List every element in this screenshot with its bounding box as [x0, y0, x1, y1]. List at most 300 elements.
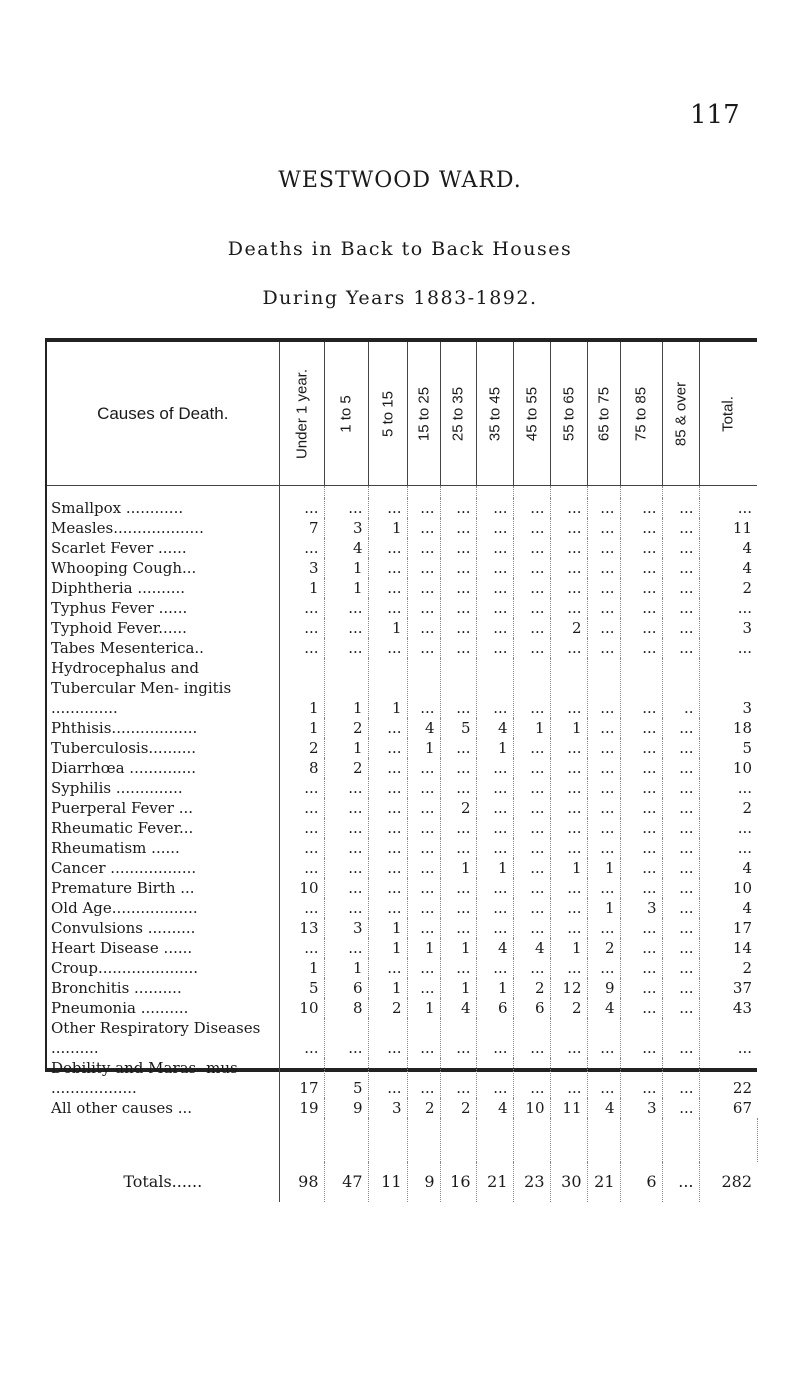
count-cell: ... [407, 838, 440, 858]
row-total-cell: 2 [742, 799, 752, 817]
count-cell: 1 [368, 618, 407, 638]
count-cell: ... [407, 538, 440, 558]
row-total-cell: ... [737, 819, 752, 837]
count-cell: ... [440, 538, 476, 558]
count-cell: 9 [324, 1098, 368, 1118]
count-cell: ... [550, 638, 587, 658]
header-spacer-row [47, 486, 757, 499]
count-cell: 10 [513, 1098, 550, 1118]
count-cell: ... [662, 1058, 699, 1098]
table-row [47, 738, 757, 758]
count-cell: ... [662, 598, 699, 618]
count-cell: 1 [407, 738, 440, 758]
count-cell: ... [476, 538, 513, 558]
count-cell: ... [587, 558, 620, 578]
count-cell: ... [587, 778, 620, 798]
column-total-cell: 16 [440, 1162, 476, 1202]
count-cell: ... [324, 498, 368, 518]
totals-row [47, 1162, 757, 1202]
row-total-cell: 18 [732, 719, 752, 737]
count-cell: ... [620, 538, 662, 558]
row-total-cell: 43 [732, 999, 752, 1017]
table-row [47, 938, 757, 958]
cause-label-smallpox: Smallpox ............ [47, 498, 279, 518]
count-cell: ... [620, 718, 662, 738]
count-cell: ... [620, 1018, 662, 1058]
count-cell: ... [368, 638, 407, 658]
column-total-cell: 98 [279, 1162, 324, 1202]
cause-label-heart-disease: Heart Disease ...... [47, 938, 279, 958]
table-row [47, 858, 757, 878]
count-cell: ... [324, 818, 368, 838]
count-cell: ... [620, 498, 662, 518]
count-cell: ... [513, 778, 550, 798]
count-cell: 1 [368, 518, 407, 538]
count-cell: ... [550, 658, 587, 718]
table-row [47, 1058, 757, 1098]
count-cell: ... [587, 638, 620, 658]
row-total-cell: 11 [732, 519, 752, 537]
count-cell: ... [550, 578, 587, 598]
count-cell: 9 [587, 978, 620, 998]
age-header-85-and-over: 85 & over [662, 342, 699, 486]
count-cell: ... [587, 738, 620, 758]
count-cell: ... [324, 838, 368, 858]
count-cell: ... [476, 518, 513, 538]
count-cell: ... [587, 618, 620, 638]
cause-label-rheumatic-fever: Rheumatic Fever... [47, 818, 279, 838]
count-cell: ... [662, 818, 699, 838]
count-cell: ... [550, 838, 587, 858]
count-cell: 4 [476, 938, 513, 958]
count-cell: ... [513, 858, 550, 878]
count-cell: 2 [440, 798, 476, 818]
age-header-15-to-25: 15 to 25 [407, 342, 440, 486]
count-cell: ... [324, 858, 368, 878]
count-cell: 4 [587, 1098, 620, 1118]
count-cell: ... [587, 1058, 620, 1098]
count-cell: ... [662, 918, 699, 938]
count-cell: ... [476, 898, 513, 918]
count-cell: ... [368, 738, 407, 758]
count-cell: ... [662, 958, 699, 978]
age-header-under-1: Under 1 year. [279, 342, 324, 486]
count-cell: ... [550, 778, 587, 798]
count-cell: ... [587, 958, 620, 978]
count-cell: ... [620, 598, 662, 618]
count-cell: ... [550, 538, 587, 558]
table-row [47, 558, 757, 578]
count-cell: 1 [550, 938, 587, 958]
table-row [47, 518, 757, 538]
count-cell: ... [440, 758, 476, 778]
count-cell: ... [368, 758, 407, 778]
count-cell: ... [324, 1018, 368, 1058]
column-total-cell: 47 [324, 1162, 368, 1202]
count-cell: ... [279, 1018, 324, 1058]
count-cell: ... [407, 858, 440, 878]
count-cell: ... [324, 898, 368, 918]
count-cell: ... [620, 778, 662, 798]
count-cell: 3 [324, 918, 368, 938]
cause-label-rheumatism: Rheumatism ...... [47, 838, 279, 858]
count-cell: ... [620, 918, 662, 938]
count-cell: ... [620, 618, 662, 638]
count-cell: 1 [279, 578, 324, 598]
count-cell: ... [279, 798, 324, 818]
count-cell: ... [662, 578, 699, 598]
count-cell: ... [513, 558, 550, 578]
table-row [47, 598, 757, 618]
count-cell: 1 [587, 858, 620, 878]
count-cell: ... [620, 738, 662, 758]
count-cell: ... [662, 1098, 699, 1118]
cause-label-all-other-causes: All other causes ... [47, 1098, 279, 1118]
count-cell: 2 [324, 718, 368, 738]
count-cell: ... [368, 598, 407, 618]
count-cell: ... [550, 518, 587, 538]
count-cell: ... [587, 578, 620, 598]
count-cell: ... [407, 798, 440, 818]
row-total-cell: ... [737, 599, 752, 617]
count-cell: ... [440, 498, 476, 518]
count-cell: ... [662, 498, 699, 518]
count-cell: ... [513, 638, 550, 658]
count-cell: ... [662, 718, 699, 738]
count-cell: ... [587, 598, 620, 618]
count-cell: ... [279, 778, 324, 798]
count-cell: ... [368, 878, 407, 898]
count-cell: ... [513, 878, 550, 898]
totals-label: Totals...... [47, 1162, 279, 1202]
column-total-cell: ... [662, 1162, 699, 1202]
count-cell: ... [620, 958, 662, 978]
table-row [47, 818, 757, 838]
count-cell: ... [662, 1018, 699, 1058]
row-total-cell: ... [737, 639, 752, 657]
count-cell: ... [407, 958, 440, 978]
count-cell: ... [476, 1018, 513, 1058]
count-cell: ... [368, 578, 407, 598]
count-cell: ... [620, 978, 662, 998]
count-cell: ... [279, 858, 324, 878]
cause-label-diarrh-a: Diarrhœa .............. [47, 758, 279, 778]
cause-label-debility-and-maras-mus: Debility and Maras- mus .................. [47, 1058, 279, 1098]
count-cell: ... [620, 558, 662, 578]
count-cell: 3 [620, 898, 662, 918]
count-cell: ... [620, 658, 662, 718]
row-total-cell: 10 [732, 759, 752, 777]
count-cell: ... [407, 1058, 440, 1098]
count-cell: ... [368, 818, 407, 838]
count-cell: 1 [440, 938, 476, 958]
cause-label-old-age: Old Age.................. [47, 898, 279, 918]
total-column-header: Total. [699, 342, 757, 486]
cause-label-phthisis: Phthisis.................. [47, 718, 279, 738]
count-cell: 1 [368, 938, 407, 958]
count-cell: ... [407, 518, 440, 538]
count-cell: 2 [513, 978, 550, 998]
count-cell: ... [440, 638, 476, 658]
column-total-cell: 11 [368, 1162, 407, 1202]
count-cell: ... [440, 878, 476, 898]
count-cell: ... [407, 918, 440, 938]
cause-label-premature-birth: Premature Birth ... [47, 878, 279, 898]
count-cell: ... [620, 838, 662, 858]
count-cell: ... [476, 818, 513, 838]
row-total-cell: 14 [732, 939, 752, 957]
count-cell: ... [324, 778, 368, 798]
count-cell: ... [620, 578, 662, 598]
count-cell: 6 [513, 998, 550, 1018]
count-cell: 7 [279, 518, 324, 538]
count-cell: 3 [324, 518, 368, 538]
count-cell: ... [662, 558, 699, 578]
count-cell: ... [513, 958, 550, 978]
count-cell: 1 [279, 658, 324, 718]
column-total-cell: 9 [407, 1162, 440, 1202]
count-cell: ... [368, 558, 407, 578]
count-cell: ... [587, 518, 620, 538]
count-cell: 10 [279, 878, 324, 898]
count-cell: ... [368, 498, 407, 518]
count-cell: 5 [324, 1058, 368, 1098]
count-cell: 4 [324, 538, 368, 558]
count-cell: ... [662, 798, 699, 818]
count-cell: ... [368, 1058, 407, 1098]
count-cell: ... [476, 758, 513, 778]
count-cell: ... [587, 918, 620, 938]
count-cell: ... [368, 718, 407, 738]
table-row [47, 978, 757, 998]
count-cell: 1 [324, 738, 368, 758]
count-cell: ... [587, 658, 620, 718]
count-cell: ... [662, 778, 699, 798]
count-cell: ... [476, 778, 513, 798]
table-row [47, 638, 757, 658]
table-row [47, 998, 757, 1018]
count-cell: ... [513, 518, 550, 538]
count-cell: 1 [279, 718, 324, 738]
count-cell: ... [620, 938, 662, 958]
count-cell: 1 [550, 858, 587, 878]
grand-total-cell: 282 [721, 1172, 752, 1191]
cause-label-cancer: Cancer .................. [47, 858, 279, 878]
table-row [47, 1098, 757, 1118]
count-cell: ... [513, 738, 550, 758]
count-cell: ... [662, 538, 699, 558]
cause-label-diphtheria: Diphtheria .......... [47, 578, 279, 598]
count-cell: ... [476, 558, 513, 578]
count-cell: ... [550, 738, 587, 758]
age-header-5-to-15: 5 to 15 [368, 342, 407, 486]
count-cell: ... [440, 618, 476, 638]
cause-label-tabes-mesenterica: Tabes Mesenterica.. [47, 638, 279, 658]
count-cell: 1 [324, 578, 368, 598]
count-cell: 1 [407, 938, 440, 958]
count-cell: 2 [324, 758, 368, 778]
count-cell: ... [513, 1058, 550, 1098]
count-cell: ... [440, 918, 476, 938]
count-cell: ... [368, 838, 407, 858]
count-cell: ... [407, 598, 440, 618]
count-cell: ... [407, 638, 440, 658]
count-cell: ... [620, 638, 662, 658]
count-cell: ... [368, 858, 407, 878]
table-row [47, 878, 757, 898]
count-cell: ... [662, 878, 699, 898]
count-cell: 4 [587, 998, 620, 1018]
count-cell: ... [440, 558, 476, 578]
count-cell: 1 [440, 978, 476, 998]
cause-label-pneumonia: Pneumonia .......... [47, 998, 279, 1018]
count-cell: ... [279, 538, 324, 558]
count-cell: ... [476, 638, 513, 658]
count-cell: ... [662, 738, 699, 758]
cause-label-typhus-fever: Typhus Fever ...... [47, 598, 279, 618]
count-cell: ... [279, 618, 324, 638]
count-cell: ... [620, 858, 662, 878]
count-cell: ... [368, 1018, 407, 1058]
count-cell: 2 [550, 998, 587, 1018]
count-cell: ... [620, 798, 662, 818]
count-cell: ... [513, 1018, 550, 1058]
cause-label-croup: Croup..................... [47, 958, 279, 978]
column-total-cell: 30 [550, 1162, 587, 1202]
count-cell: 4 [407, 718, 440, 738]
count-cell: ... [513, 898, 550, 918]
row-total-cell: 10 [732, 879, 752, 897]
count-cell: ... [407, 878, 440, 898]
cause-label-typhoid-fever: Typhoid Fever...... [47, 618, 279, 638]
ward-title: WESTWOOD WARD. [278, 168, 522, 193]
count-cell: ... [513, 838, 550, 858]
count-cell: 8 [324, 998, 368, 1018]
count-cell: ... [550, 798, 587, 818]
count-cell: ... [368, 958, 407, 978]
cause-label-hydrocephalus-and-tubercular-men-ingitis: Hydrocephalus and Tubercular Men- ingitis .............. [47, 658, 279, 718]
count-cell: 5 [440, 718, 476, 738]
count-cell: ... [407, 558, 440, 578]
count-cell: ... [662, 978, 699, 998]
count-cell: ... [476, 578, 513, 598]
age-header-25-to-35: 25 to 35 [440, 342, 476, 486]
count-cell: ... [279, 498, 324, 518]
count-cell: ... [368, 798, 407, 818]
count-cell: ... [513, 538, 550, 558]
page-number: 117 [690, 100, 740, 130]
table-row [47, 958, 757, 978]
count-cell: 5 [279, 978, 324, 998]
count-cell: ... [550, 758, 587, 778]
row-total-cell: 2 [742, 959, 752, 977]
count-cell: ... [440, 598, 476, 618]
row-total-cell: 67 [732, 1099, 752, 1117]
count-cell: ... [620, 878, 662, 898]
count-cell: ... [476, 798, 513, 818]
count-cell: 12 [550, 978, 587, 998]
count-cell: ... [550, 878, 587, 898]
count-cell: ... [662, 618, 699, 638]
totals-separator-row [47, 1118, 757, 1162]
row-total-cell: 17 [732, 919, 752, 937]
table-row [47, 798, 757, 818]
table-row [47, 838, 757, 858]
count-cell: ... [407, 898, 440, 918]
count-cell: 2 [407, 1098, 440, 1118]
count-cell: 10 [279, 998, 324, 1018]
row-total-cell: 4 [742, 539, 752, 557]
count-cell: ... [476, 498, 513, 518]
count-cell: ... [550, 918, 587, 938]
mortality-table [47, 342, 758, 1202]
count-cell: ... [620, 758, 662, 778]
count-cell: ... [620, 518, 662, 538]
count-cell: ... [550, 558, 587, 578]
row-total-cell: ... [737, 499, 752, 517]
row-total-cell: 22 [732, 1079, 752, 1097]
count-cell: ... [550, 1018, 587, 1058]
age-header-35-to-45: 35 to 45 [476, 342, 513, 486]
count-cell: ... [587, 878, 620, 898]
count-cell: ... [279, 938, 324, 958]
count-cell: 2 [279, 738, 324, 758]
column-total-cell: 21 [587, 1162, 620, 1202]
row-total-cell: 5 [742, 739, 752, 757]
count-cell: 3 [620, 1098, 662, 1118]
table-body [47, 486, 757, 1203]
count-cell: ... [476, 1058, 513, 1098]
age-header-1-to-5: 1 to 5 [324, 342, 368, 486]
count-cell: 13 [279, 918, 324, 938]
count-cell: 1 [440, 858, 476, 878]
count-cell: ... [279, 638, 324, 658]
cause-label-bronchitis: Bronchitis .......... [47, 978, 279, 998]
count-cell: 1 [324, 558, 368, 578]
count-cell: ... [587, 838, 620, 858]
row-total-cell: ... [737, 779, 752, 797]
count-cell: 1 [324, 658, 368, 718]
count-cell: 11 [550, 1098, 587, 1118]
cause-label-convulsions: Convulsions .......... [47, 918, 279, 938]
count-cell: ... [440, 738, 476, 758]
count-cell: ... [368, 898, 407, 918]
row-total-cell: 4 [742, 859, 752, 877]
count-cell: ... [476, 838, 513, 858]
table-row [47, 718, 757, 738]
count-cell: 4 [476, 718, 513, 738]
count-cell: ... [407, 978, 440, 998]
count-cell: ... [279, 898, 324, 918]
count-cell: 3 [279, 558, 324, 578]
count-cell: ... [587, 718, 620, 738]
age-header-65-to-75: 65 to 75 [587, 342, 620, 486]
count-cell: .. [662, 658, 699, 718]
count-cell: 1 [587, 898, 620, 918]
count-cell: ... [550, 498, 587, 518]
count-cell: ... [440, 518, 476, 538]
count-cell: ... [587, 798, 620, 818]
count-cell: ... [368, 538, 407, 558]
count-cell: ... [662, 838, 699, 858]
count-cell: ... [407, 818, 440, 838]
table-date-range: During Years 1883-1892. [262, 287, 538, 309]
count-cell: ... [440, 898, 476, 918]
count-cell: 1 [324, 958, 368, 978]
count-cell: 2 [440, 1098, 476, 1118]
cause-label-puerperal-fever: Puerperal Fever ... [47, 798, 279, 818]
table-subtitle: Deaths in Back to Back Houses [227, 238, 573, 260]
